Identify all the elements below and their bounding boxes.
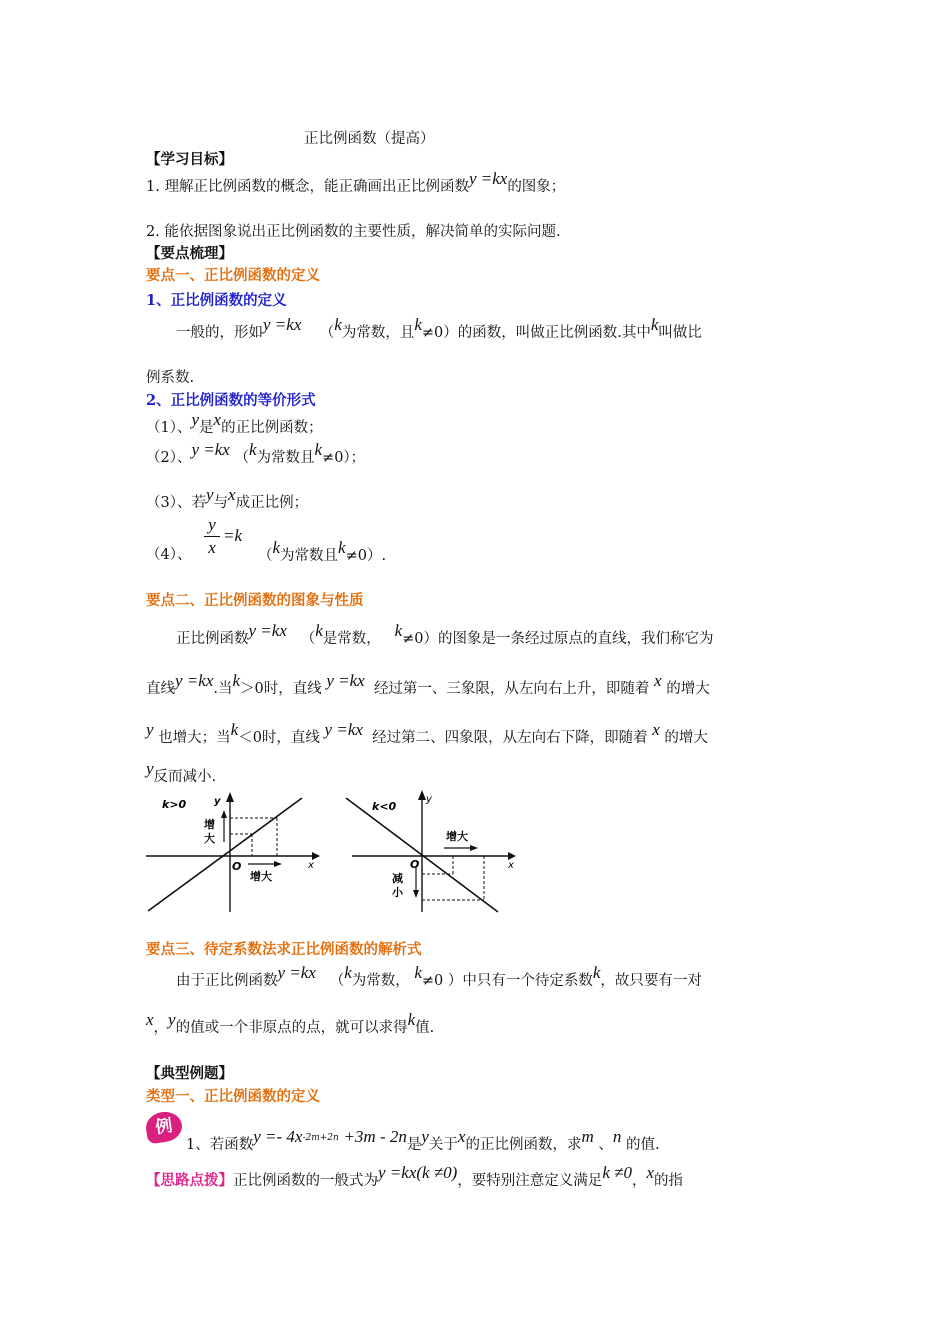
text: （ [234,450,249,466]
formula: k [407,1010,416,1029]
formula: x [213,410,222,429]
text: ≠0）的函数，叫做正比例函数.其中 [421,325,651,341]
formula: y =kx [175,671,214,690]
text: ≠0）的图象是一条经过原点的直线，我们称它为 [402,631,714,647]
text: 是 [406,1137,422,1153]
formula: x [146,1010,154,1029]
text: （1）、 [146,420,192,436]
formula: y =kx [326,671,365,690]
formula: k [338,538,346,557]
text: 的值. [625,1137,660,1153]
form-3 [146,485,309,513]
right-label: 增大 [446,830,468,843]
formula: y =kx [248,621,287,640]
formula: x [457,1127,466,1146]
formula: y [205,485,214,504]
formula: y =- 4x [253,1127,303,1146]
graphs-figure [140,786,530,916]
k-label: k<0 [372,800,397,813]
right-arrow-head [274,861,282,867]
method-line-2 [146,1010,435,1038]
example-question [186,1127,660,1157]
text: ＜0时，直线 [238,730,320,746]
form-4-rest [258,538,387,566]
goal-1 [146,169,566,197]
formula: n [612,1127,622,1146]
point-1-heading: 要点一、正比例函数的定义 [146,267,320,284]
formula: k [344,963,352,982]
right-arrow-head [470,845,478,851]
definition-line-1 [176,315,702,343]
text: 直线 [146,681,175,697]
fraction-bar [204,536,220,537]
origin-label: O [232,860,242,873]
formula: y [146,759,154,778]
goal-1-formula: y =kx [468,169,508,188]
text: 的值或一个非原点的点，就可以求得 [175,1020,408,1036]
text: ≠0）. [345,548,387,564]
fraction-denominator: x [208,538,216,557]
section-points: 【要点梳理】 [146,245,233,262]
up-label-2: 大 [204,832,215,845]
formula: y =kx [263,315,302,334]
text: 为常数，且 [341,325,415,341]
point-1-sub-2: 2、正比例函数的等价形式 [146,392,316,409]
graph-left [146,792,320,912]
formula: y =kx [191,440,230,459]
text: 叫做比 [658,325,702,341]
formula: k [315,621,323,640]
formula: k [394,621,403,640]
formula: k [334,315,342,334]
formula: k [230,720,239,739]
origin-label: O [410,858,420,871]
text: （ [258,548,273,564]
doc-title: 正比例函数（提高） [304,131,435,147]
hint-line [146,1163,683,1191]
fraction-y-over-x [204,515,220,558]
text: 关于 [428,1137,458,1153]
text: （ [319,325,335,341]
point-3-heading: 要点三、待定系数法求正比例函数的解析式 [146,941,422,958]
formula: y [146,720,154,739]
method-line-1 [176,963,702,991]
k-label: k>0 [162,798,187,811]
text: 由于正比例函数 [176,973,278,989]
up-arrow-head [221,810,227,818]
y-axis-arrow [226,792,234,802]
text: 与 [213,495,229,511]
down-arrow-head [413,890,419,898]
graph-right [346,790,516,912]
formula: x [646,1163,654,1182]
fraction-numerator: y [208,515,216,534]
up-label-1: 增 [204,818,215,831]
text: （2）、 [146,450,192,466]
text: 一般的，形如 [176,325,263,341]
formula: k [272,538,281,557]
text: （ [300,631,316,647]
formula: k [650,315,659,334]
text: 经过第二、四象限，从左向右下降，即随着 [372,730,648,746]
text: ≠0）； [322,450,366,466]
y-label: y [214,796,221,807]
text: 是常数， [322,631,381,647]
formula: x [652,720,660,739]
formula: k [414,315,422,334]
goal-1-text: 1. 理解正比例函数的概念，能正确画出正比例函数 [146,179,469,195]
definition-line-2: 例系数. [146,370,195,386]
x-axis-arrow [508,852,516,860]
form-4-eq: =k [223,526,243,545]
text: （ [329,973,345,989]
property-line-1 [176,621,714,649]
text: 为常数且 [280,548,339,564]
x-axis-arrow [312,852,320,860]
form-4-prefix: （4）、 [146,547,192,563]
formula: m [581,1127,594,1146]
text: 的正比例函数，求 [465,1137,582,1153]
y-axis-arrow [418,790,426,800]
section-examples: 【典型例题】 [146,1065,233,1082]
x-label: x [508,860,514,871]
property-line-3 [146,720,708,748]
formula: y [421,1127,429,1146]
formula: k [248,440,257,459]
goal-2: 2. 能依据图象说出正比例函数的主要性质，解决简单的实际问题. [146,224,561,240]
x-label: x [308,860,314,871]
section-goals: 【学习目标】 [146,151,233,168]
text: 的正比例函数； [221,420,323,436]
exponent: -2m+2n [302,1133,339,1143]
text: 值. [415,1020,435,1036]
type-1-heading: 类型一、正比例函数的定义 [146,1088,320,1105]
text: ， [631,1173,647,1189]
text: 正比例函数的一般式为 [233,1173,378,1189]
right-label: 增大 [250,870,272,883]
text: 的指 [654,1173,683,1189]
formula: k ≠0 [602,1163,632,1182]
text: 成正比例； [235,495,309,511]
point-2-heading: 要点二、正比例函数的图象与性质 [146,592,364,609]
goal-1-tail: 的图象； [507,179,566,195]
text: 的增大 [666,681,710,697]
y-label: y [426,794,432,805]
formula: y =kx(k ≠0) [378,1163,458,1182]
text: 、 [598,1137,613,1153]
text: 1、若函数 [186,1137,254,1153]
form-2 [146,440,366,468]
example-badge: 例 [144,1110,184,1145]
text: ， [153,1020,169,1036]
text: 正比例函数 [176,631,249,647]
formula: y =kx [277,963,316,982]
text: 反而减小. [153,769,217,785]
text: 是 [199,420,214,436]
formula: x [654,671,662,690]
text: .当 [213,681,233,697]
hint-label: 【思路点拨】 [146,1172,233,1189]
formula: k [592,963,601,982]
formula: y [168,1010,176,1029]
text: （3）、若 [146,495,206,511]
formula: +3m - 2n [343,1127,407,1146]
property-line-2 [146,671,710,699]
text: ≠0 ）中只有一个待定系数 [421,973,593,989]
formula: k [232,671,241,690]
down-label-1: 减 [392,872,403,885]
text: ＞0时，直线 [240,681,322,697]
formula: k [314,440,323,459]
down-label-2: 小 [392,886,403,899]
text: 的增大 [664,730,708,746]
text: ，要特别注意定义满足 [457,1173,603,1189]
text: 为常数， [351,973,410,989]
text: ，故只要有一对 [600,973,702,989]
formula: y =kx [324,720,363,739]
text: 经过第一、三象限，从左向右上升，即随着 [373,681,650,697]
property-line-4 [146,759,217,787]
point-1-sub-1: 1、正比例函数的定义 [146,292,287,309]
text: 为常数且 [256,450,315,466]
formula: x [228,485,236,504]
formula: k [414,963,422,982]
text: 也增大；当 [158,730,231,746]
form-1 [146,410,323,438]
formula: y [191,410,200,429]
